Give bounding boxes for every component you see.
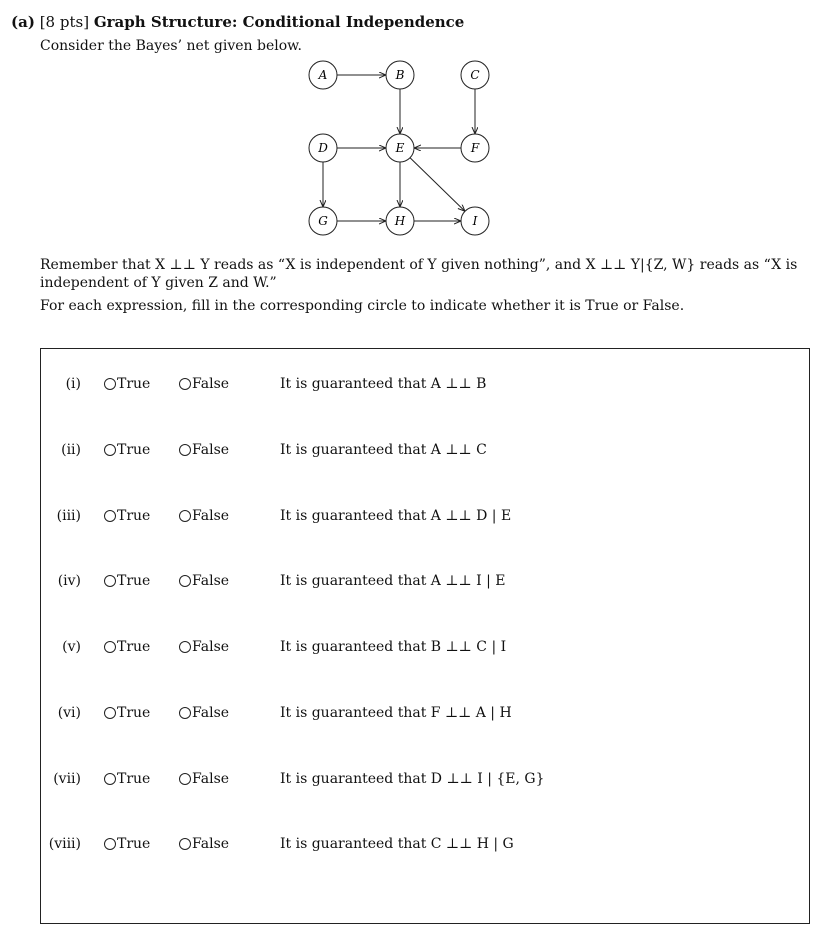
question-row: [41, 639, 801, 659]
false-option[interactable]: [179, 639, 229, 655]
node-label: A: [318, 68, 328, 82]
false-option[interactable]: [179, 508, 229, 524]
question-row: [41, 705, 801, 725]
false-label: False: [192, 508, 230, 524]
false-label: False: [192, 705, 230, 721]
intro-text: Consider the Bayes’ net given below.: [40, 38, 302, 54]
question-statement: It is guaranteed that A ⊥⊥ C: [280, 442, 487, 458]
question-number: (vi): [57, 705, 81, 721]
part-label: (a): [11, 13, 35, 31]
false-label: False: [192, 771, 230, 787]
false-option[interactable]: [179, 573, 229, 589]
node-c: [461, 61, 489, 89]
question-title: Graph Structure: Conditional Independence: [93, 13, 465, 31]
false-label: False: [192, 573, 230, 589]
node-b: [386, 61, 414, 89]
false-option[interactable]: [179, 836, 229, 852]
question-statement: It is guaranteed that A ⊥⊥ B: [280, 376, 487, 392]
true-label: True: [117, 442, 151, 458]
question-row: [41, 442, 801, 462]
node-label: G: [318, 214, 328, 228]
node-label: H: [394, 214, 406, 228]
question-statement: It is guaranteed that F ⊥⊥ A | H: [280, 705, 512, 721]
node-d: [309, 134, 337, 162]
true-label: True: [117, 836, 151, 852]
question-row: [41, 573, 801, 593]
question-statement: It is guaranteed that B ⊥⊥ C | I: [280, 639, 507, 655]
question-row: [41, 508, 801, 528]
question-number: (iv): [57, 573, 81, 589]
true-option[interactable]: [104, 442, 150, 458]
node-label: F: [470, 141, 480, 155]
question-row: [41, 376, 801, 396]
node-label: C: [470, 68, 480, 82]
false-radio-circle[interactable]: [179, 575, 191, 587]
true-radio-circle[interactable]: [104, 773, 116, 785]
true-radio-circle[interactable]: [104, 444, 116, 456]
true-option[interactable]: [104, 771, 150, 787]
node-label: E: [395, 141, 405, 155]
false-radio-circle[interactable]: [179, 444, 191, 456]
false-option[interactable]: [179, 376, 229, 392]
question-number: (ii): [61, 442, 81, 458]
edge-e-i: [410, 158, 465, 211]
node-g: [309, 207, 337, 235]
node-e: [386, 134, 414, 162]
node-h: [386, 207, 414, 235]
question-row: [41, 771, 801, 791]
false-radio-circle[interactable]: [179, 510, 191, 522]
true-radio-circle[interactable]: [104, 641, 116, 653]
question-number: (vii): [53, 771, 81, 787]
answer-box: [40, 348, 810, 924]
question-statement: It is guaranteed that A ⊥⊥ D | E: [280, 508, 512, 524]
bayes-net-diagram: [0, 0, 839, 250]
false-option[interactable]: [179, 771, 229, 787]
true-option[interactable]: [104, 705, 150, 721]
question-statement: It is guaranteed that A ⊥⊥ I | E: [280, 573, 506, 589]
true-radio-circle[interactable]: [104, 707, 116, 719]
true-radio-circle[interactable]: [104, 510, 116, 522]
true-option[interactable]: [104, 639, 150, 655]
false-radio-circle[interactable]: [179, 838, 191, 850]
question-statement: It is guaranteed that C ⊥⊥ H | G: [280, 836, 514, 852]
node-a: [309, 61, 337, 89]
question-number: (iii): [56, 508, 81, 524]
node-label: D: [318, 141, 328, 155]
question-number: (viii): [48, 836, 81, 852]
true-label: True: [117, 705, 151, 721]
false-radio-circle[interactable]: [179, 773, 191, 785]
node-label: B: [395, 68, 405, 82]
false-label: False: [192, 376, 230, 392]
false-radio-circle[interactable]: [179, 641, 191, 653]
question-number: (v): [62, 639, 81, 655]
question-statement: It is guaranteed that D ⊥⊥ I | {E, G}: [280, 771, 545, 787]
false-option[interactable]: [179, 442, 229, 458]
question-number: (i): [65, 376, 81, 392]
question-row: [41, 836, 801, 856]
true-option[interactable]: [104, 376, 150, 392]
true-label: True: [117, 508, 151, 524]
true-radio-circle[interactable]: [104, 838, 116, 850]
instruction-text: For each expression, fill in the corresponding circle to indicate whether it is True or False.: [40, 298, 685, 314]
remember-text: Remember that X ⊥⊥ Y reads as “X is independent of Y given nothing”, and X ⊥⊥ Y|{Z, W} reads as “X is independent of Y given Z and W.”: [40, 257, 798, 291]
true-option[interactable]: [104, 836, 150, 852]
true-label: True: [117, 573, 151, 589]
true-option[interactable]: [104, 508, 150, 524]
true-label: True: [117, 639, 151, 655]
node-label: I: [472, 214, 478, 228]
true-label: True: [117, 376, 151, 392]
false-option[interactable]: [179, 705, 229, 721]
false-label: False: [192, 836, 230, 852]
points-label: [8 pts]: [39, 13, 90, 31]
false-label: False: [192, 639, 230, 655]
true-option[interactable]: [104, 573, 150, 589]
node-f: [461, 134, 489, 162]
true-radio-circle[interactable]: [104, 575, 116, 587]
false-radio-circle[interactable]: [179, 378, 191, 390]
true-label: True: [117, 771, 151, 787]
false-radio-circle[interactable]: [179, 707, 191, 719]
node-i: [461, 207, 489, 235]
false-label: False: [192, 442, 230, 458]
true-radio-circle[interactable]: [104, 378, 116, 390]
